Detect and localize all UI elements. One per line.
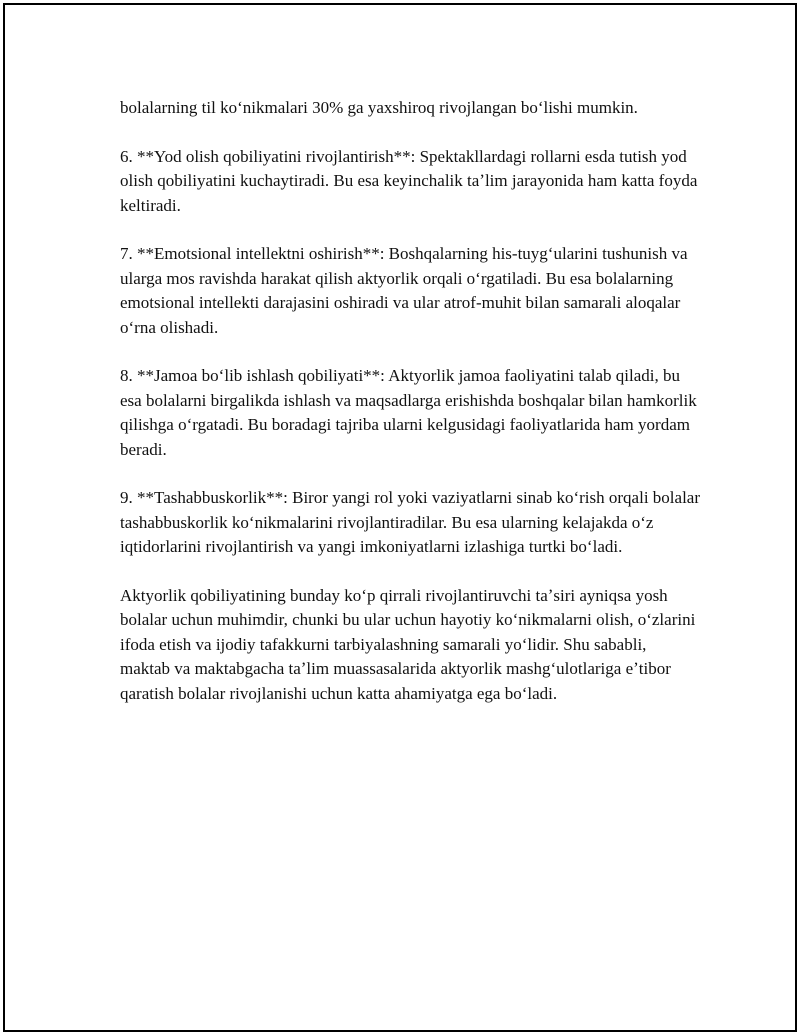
- paragraph-item-9: 9. **Tashabbuskorlik**: Biror yangi rol yoki vaziyatlarni sinab koʻrish orqali bolalar tashabbuskorlik koʻnikmalarini rivojlantiradilar. Bu esa ularning kelajakda oʻz iqtidorlarini rivojlantirish va yangi imkoniyatlarni izlashiga turtki boʻladi.: [120, 488, 700, 556]
- paragraph-item-7: 7. **Emotsional intellektni oshirish**: Boshqalarning his-tuygʻularini tushunish va ularga mos ravishda harakat qilish aktyorlik orqali oʻrgatiladi. Bu esa bolalarning emotsional intellekti darajasini oshiradi va ular atrof-muhit bilan samarali aloqalar oʻrna olishadi.: [120, 244, 688, 337]
- paragraph-item-8: 8. **Jamoa boʻlib ishlash qobiliyati**: Aktyorlik jamoa faoliyatini talab qiladi, bu esa bolalarni birgalikda ishlash va maqsadlarga erishishda boshqalar bilan hamkorlik qilishga oʻrgatadi. Bu boradagi tajriba ularni kelgusidagi faoliyatlarida ham yordam beradi.: [120, 366, 697, 459]
- document-page: [3, 3, 797, 1032]
- document-body: [120, 96, 700, 730]
- paragraph-conclusion: Aktyorlik qobiliyatining bunday koʻp qirrali rivojlantiruvchi taʼsiri ayniqsa yosh bolalar uchun muhimdir, chunki bu ular uchun hayotiy koʻnikmalarni olish, oʻzlarini ifoda etish va ijodiy tafakkurni tarbiyalashning samarali yoʻlidir. Shu sababli, maktab va maktabgacha taʼlim muassasalarida aktyorlik mashgʻulotlariga eʼtibor qaratish bolalar rivojlanishi uchun katta ahamiyatga ega boʻladi.: [120, 585, 696, 703]
- paragraph-intro-continuation: bolalarning til koʻnikmalari 30% ga yaxshiroq rivojlangan boʻlishi mumkin.: [120, 98, 638, 117]
- paragraph-item-6: 6. **Yod olish qobiliyatini rivojlantirish**: Spektakllardagi rollarni esda tutish yod olish qobiliyatini kuchaytiradi. Bu esa keyinchalik taʼlim jarayonida ham katta foyda keltiradi.: [120, 146, 698, 215]
